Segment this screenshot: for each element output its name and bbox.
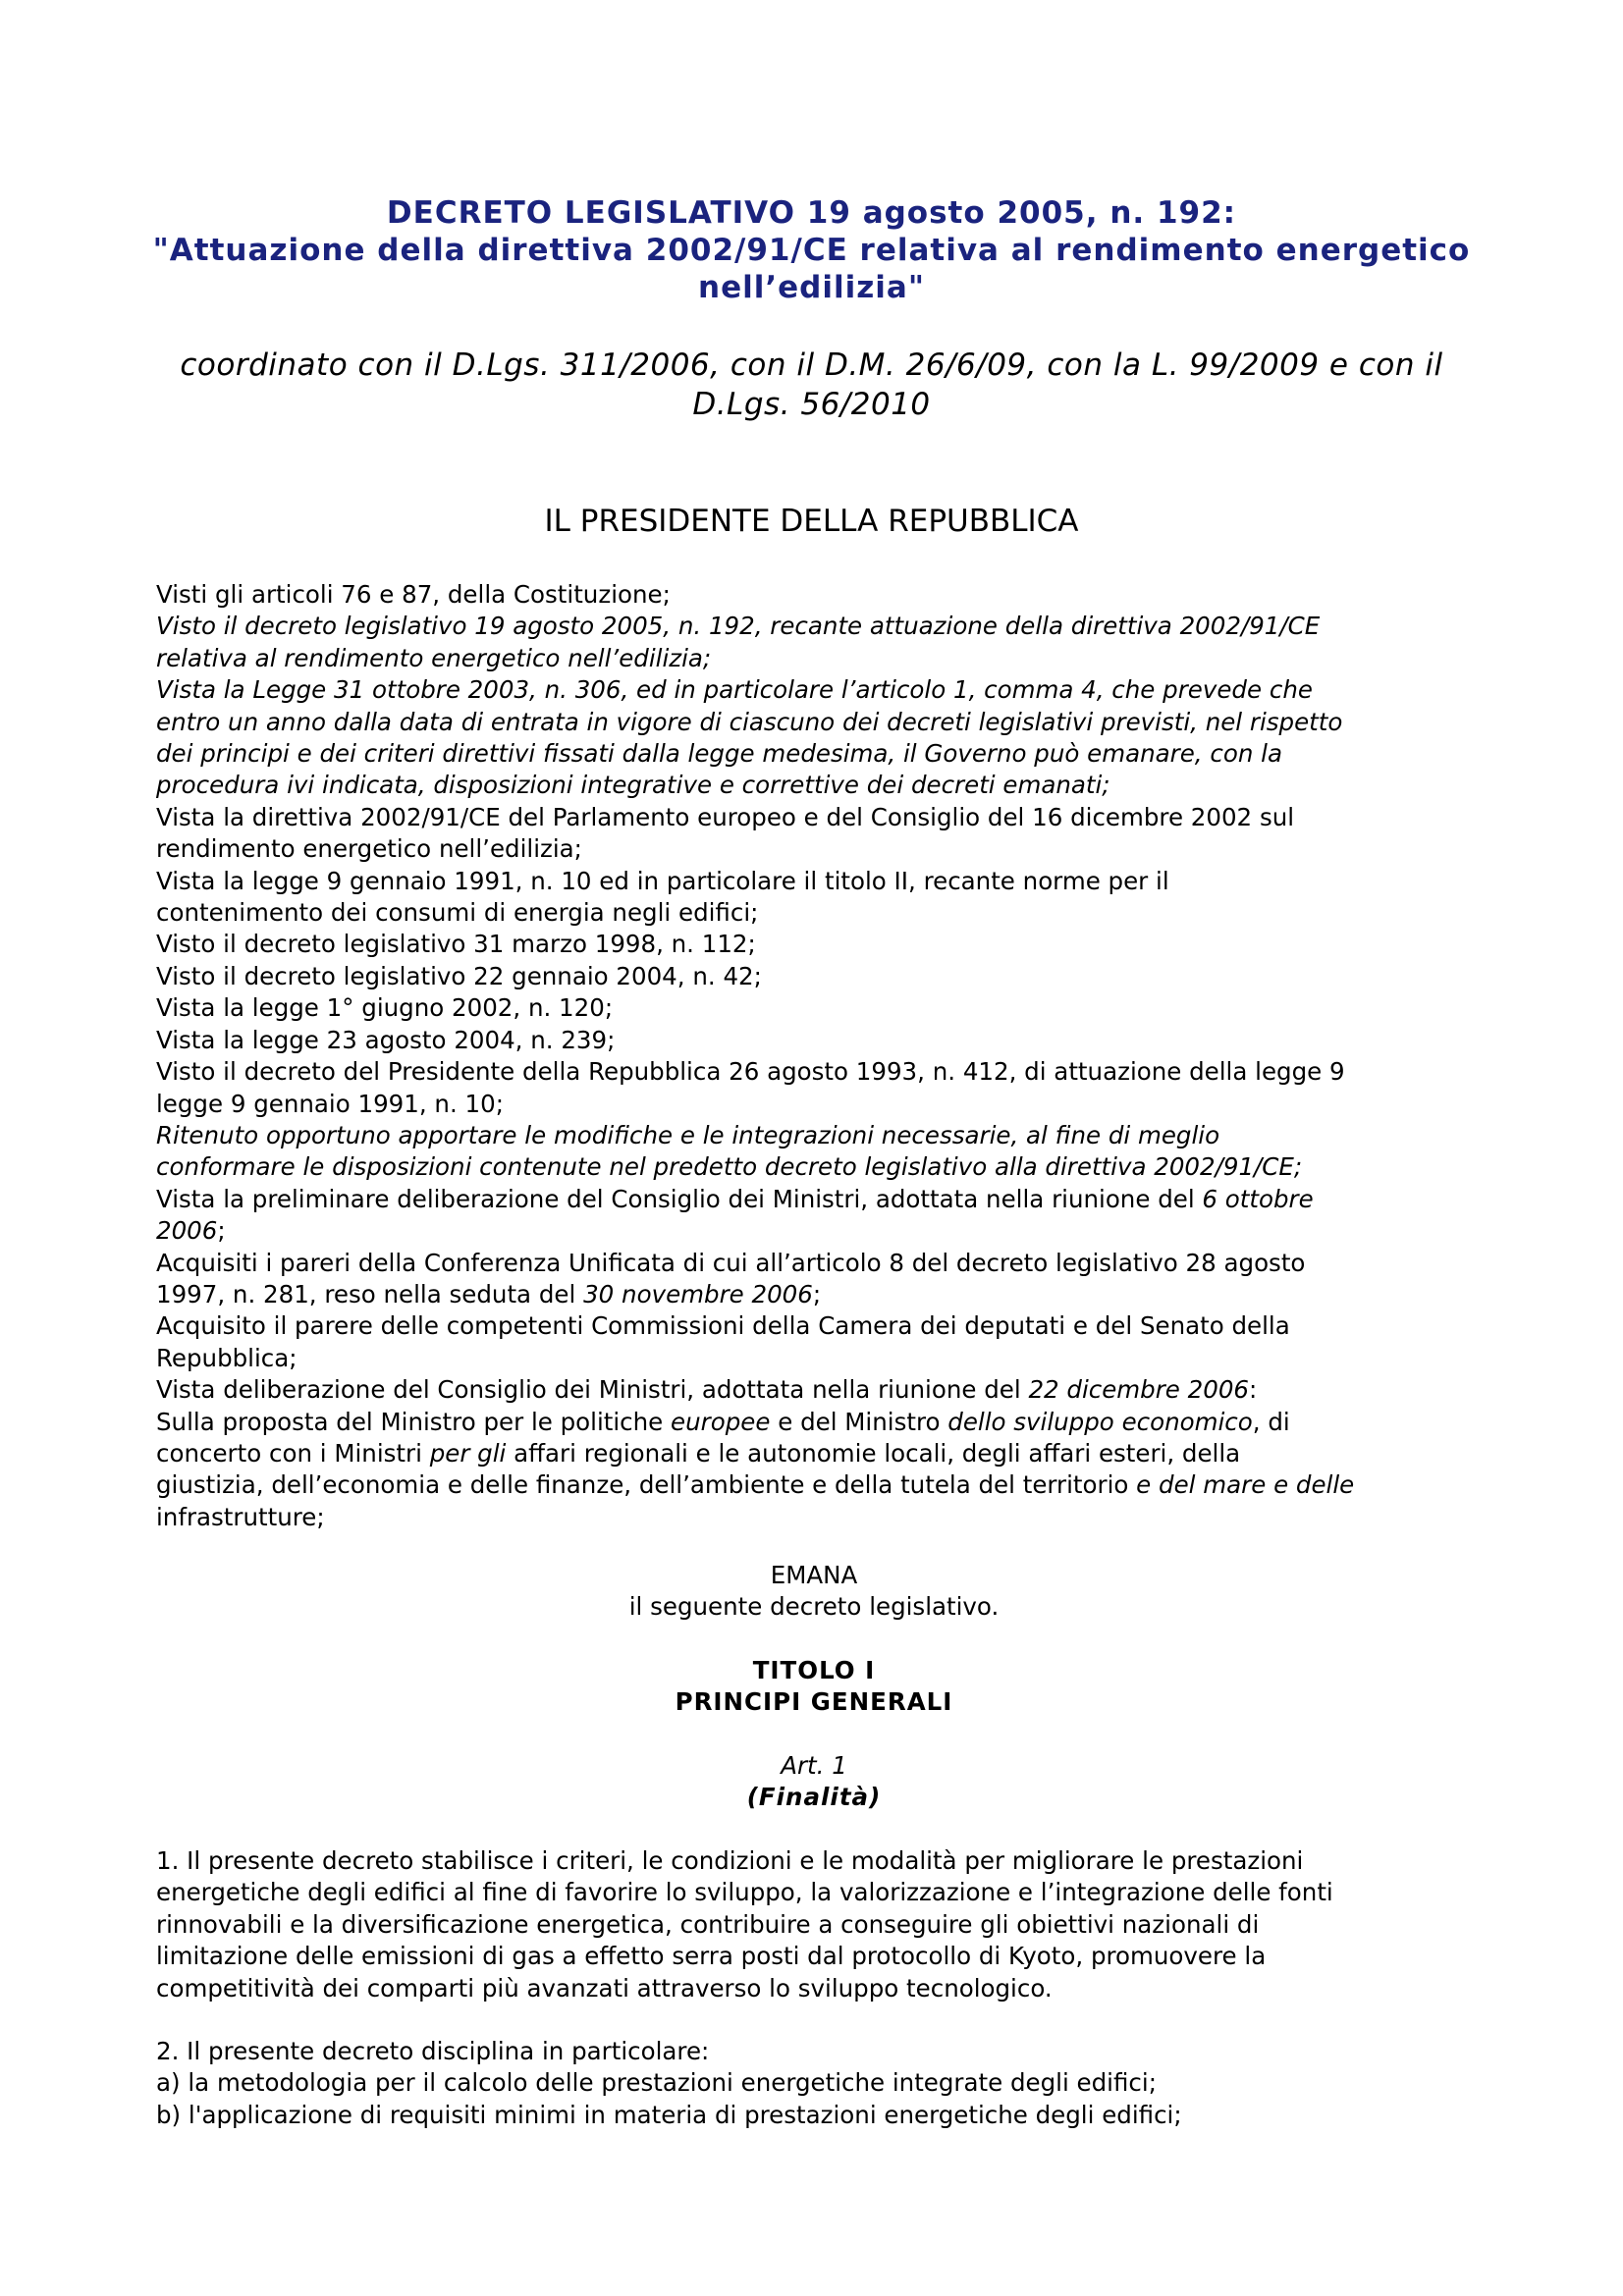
- premise-text: 1997, n. 281, reso nella seduta del: [156, 1279, 584, 1308]
- premise-line: Vista la legge 23 agosto 2004, n. 239;: [156, 1025, 616, 1054]
- premise-text: e del Ministro: [770, 1407, 948, 1436]
- premise-line: entro un anno dalla data di entrata in vigore di ciascuno dei decreti legislativi previsti, nel rispetto: [156, 707, 1343, 736]
- premise-line: infrastrutture;: [156, 1502, 325, 1531]
- titolo-label: TITOLO I: [752, 1656, 876, 1684]
- article-name: (Finalità): [746, 1783, 882, 1811]
- premise-emph: e del mare e delle: [1136, 1470, 1355, 1500]
- premise-line: [156, 1279, 1491, 1310]
- premise-line: [156, 1184, 1491, 1215]
- paragraph-line: energetiche degli edifici al fine di favorire lo sviluppo, la valorizzazione e l’integrazione delle fonti: [156, 1878, 1333, 1907]
- title-line-2: "Attuazione della direttiva 2002/91/CE relativa al rendimento energetico: [152, 233, 1471, 268]
- premise-text: ;: [812, 1279, 822, 1308]
- premise-text: concerto con i Ministri: [156, 1438, 430, 1468]
- premise-line: Visti gli articoli 76 e 87, della Costituzione;: [156, 580, 671, 609]
- list-item: b) l'applicazione di requisiti minimi in materia di prestazioni energetiche degli edifici;: [156, 2100, 1182, 2129]
- paragraph-1: [156, 1845, 1491, 2004]
- paragraph-line: 1. Il presente decreto stabilisce i criteri, le condizioni e le modalità per migliorare le prestazioni: [156, 1846, 1304, 1875]
- premise-text: affari regionali e le autonomie locali, degli affari esteri, della: [506, 1438, 1241, 1468]
- premise-date: 22 dicembre 2006: [1028, 1375, 1250, 1405]
- premise-emph: per gli: [429, 1438, 507, 1468]
- premise-text: ;: [217, 1216, 226, 1246]
- premise-text: Vista la preliminare deliberazione del Consiglio dei Ministri, adottata nella riunione del: [156, 1184, 1203, 1213]
- subtitle-line-2: D.Lgs. 56/2010: [692, 387, 931, 422]
- premise-line: relativa al rendimento energetico nell’edilizia;: [156, 643, 712, 672]
- paragraph-line: rinnovabili e la diversificazione energetica, contribuire a conseguire gli obiettivi nazionali di: [156, 1909, 1260, 1939]
- premise-line: Vista la legge 1° giugno 2002, n. 120;: [156, 993, 614, 1023]
- president-heading: IL PRESIDENTE DELLA REPUBBLICA: [544, 504, 1079, 539]
- premise-date: 30 novembre 2006: [583, 1279, 813, 1308]
- premise-emph: europee: [671, 1407, 771, 1436]
- premise-line: [156, 1407, 1491, 1438]
- premise-text: :: [1249, 1375, 1258, 1405]
- title-line-1: DECRETO LEGISLATIVO 19 agosto 2005, n. 192:: [386, 195, 1237, 231]
- premise-line: [156, 1438, 1491, 1469]
- premise-line: Repubblica;: [156, 1343, 298, 1372]
- article-label: Art. 1: [781, 1751, 847, 1780]
- emana-word: EMANA: [770, 1561, 858, 1589]
- premise-line: Visto il decreto legislativo 31 marzo 1998, n. 112;: [156, 930, 756, 959]
- premise-line: Vista la Legge 31 ottobre 2003, n. 306, ed in particolare l’articolo 1, comma 4, che prevede che: [156, 675, 1313, 705]
- paragraph-line: 2. Il presente decreto disciplina in particolare:: [156, 2037, 710, 2065]
- premise-line: Acquisito il parere delle competenti Commissioni della Camera dei deputati e del Senato della: [156, 1311, 1290, 1341]
- titolo-name: PRINCIPI GENERALI: [675, 1687, 953, 1716]
- premise-line: [156, 1374, 1491, 1406]
- premises-block: [156, 579, 1491, 1533]
- premise-date: 2006: [156, 1216, 218, 1246]
- premise-emph: dello sviluppo economico: [947, 1407, 1253, 1436]
- premise-line: Visto il decreto del Presidente della Repubblica 26 agosto 1993, n. 412, di attuazione della legge 9: [156, 1057, 1345, 1087]
- premise-line: Visto il decreto legislativo 22 gennaio 2004, n. 42;: [156, 961, 762, 990]
- premise-text: giustizia, dell’economia e delle finanze, dell’ambiente e della tutela del territorio: [156, 1470, 1137, 1500]
- premise-date: 6 ottobre: [1202, 1184, 1314, 1213]
- premise-line: procedura ivi indicata, disposizioni integrative e correttive dei decreti emanati;: [156, 771, 1110, 800]
- coordination-note: [147, 346, 1476, 424]
- list-item: a) la metodologia per il calcolo delle prestazioni energetiche integrate degli edifici;: [156, 2068, 1157, 2098]
- premise-line: legge 9 gennaio 1991, n. 10;: [156, 1089, 504, 1118]
- premise-line: [156, 1469, 1491, 1501]
- premise-text: Vista deliberazione del Consiglio dei Ministri, adottata nella riunione del: [156, 1375, 1029, 1405]
- premise-line: Vista la direttiva 2002/91/CE del Parlamento europeo e del Consiglio del 16 dicembre 2002 sul: [156, 802, 1295, 831]
- document-title: [137, 194, 1486, 306]
- premise-line: Ritenuto opportuno apportare le modifiche e le integrazioni necessarie, al fine di meglio: [156, 1120, 1220, 1149]
- paragraph-line: limitazione delle emissioni di gas a effetto serra posti dal protocollo di Kyoto, promuovere la: [156, 1942, 1267, 1971]
- premise-line: Acquisiti i pareri della Conferenza Unificata di cui all’articolo 8 del decreto legislativo 28 agosto: [156, 1248, 1306, 1277]
- premise-text: Sulla proposta del Ministro per le politiche: [156, 1407, 672, 1436]
- paragraph-line: competitività dei comparti più avanzati attraverso lo sviluppo tecnologico.: [156, 1973, 1053, 2002]
- emana-text: il seguente decreto legislativo.: [628, 1592, 1000, 1621]
- title-line-3: nell’edilizia": [698, 270, 925, 305]
- premise-line: contenimento dei consumi di energia negli edifici;: [156, 898, 759, 928]
- premise-line: Vista la legge 9 gennaio 1991, n. 10 ed in particolare il titolo II, recante norme per il: [156, 866, 1169, 895]
- subtitle-line-1: coordinato con il D.Lgs. 311/2006, con il D.M. 26/6/09, con la L. 99/2009 e con il: [180, 347, 1443, 383]
- premise-line: conformare le disposizioni contenute nel predetto decreto legislativo alla direttiva 2002/91/CE;: [156, 1152, 1303, 1182]
- premise-text: , di: [1252, 1407, 1290, 1436]
- premise-line: Visto il decreto legislativo 19 agosto 2005, n. 192, recante attuazione della direttiva 2002/91/CE: [156, 612, 1321, 641]
- premise-line: dei principi e dei criteri direttivi fissati dalla legge medesima, il Governo può emanare, con la: [156, 739, 1282, 769]
- premise-line: rendimento energetico nell’edilizia;: [156, 834, 582, 864]
- paragraph-2: [156, 2036, 1491, 2131]
- premise-line: [156, 1215, 1491, 1247]
